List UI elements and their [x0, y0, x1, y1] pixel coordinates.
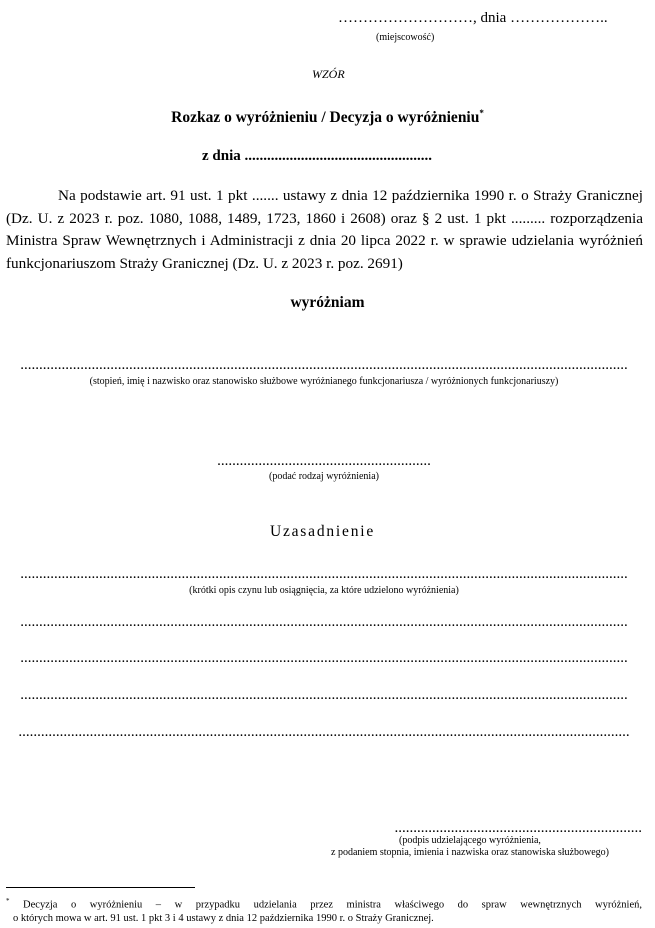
footnote-separator [6, 887, 195, 888]
footnote-line-1-text: Decyzja o wyróżnieniu – w przypadku udzielania przez ministra właściwego do spraw wewnętrznych wyróżnień, [23, 899, 642, 911]
place-caption: (miejscowość) [376, 32, 435, 43]
signature-field[interactable]: .................................................................. [394, 820, 642, 836]
decision-date-line: z dnia .................................................. [202, 148, 433, 164]
recipient-field[interactable]: .................................................................................................................................................................. [20, 357, 628, 373]
legal-basis-text: Na podstawie art. 91 ust. 1 pkt ....... ustawy z dnia 12 października 1990 r. o Straży Granicznej (Dz. U. z 2023 r. poz. 1080, 1088, 1489, 1723, 1860 i 2608) oraz § 2 ust. 1 pkt ......... rozporządzenia Ministra Spraw Wewnętrznych i Administracji z dnia 20 lipca 2022 r. w sprawie udzielania wyróżnień funkcjonariuszom Straży Granicznej (Dz. U. z 2023 r. poz. 2691) [6, 187, 643, 272]
page-title [0, 108, 655, 127]
place-date-line: ………………………, dnia ……………….. [338, 10, 608, 26]
legal-basis-paragraph [6, 185, 643, 275]
template-label: WZÓR [312, 67, 345, 81]
signature-caption-line-2: z podaniem stopnia, imienia i nazwiska oraz stanowiska służbowego) [331, 847, 609, 858]
justification-heading: Uzasadnienie [269, 523, 376, 540]
title-text: Rozkaz o wyróżnieniu / Decyzja o wyróżnieniu [171, 109, 480, 127]
footnote [6, 895, 642, 925]
justification-caption: (krótki opis czynu lub osiągnięcia, za które udzielono wyróżnienia) [189, 585, 459, 596]
award-type-field[interactable]: ......................................................... [217, 453, 431, 469]
wyrozniam-heading: wyróżniam [290, 294, 365, 311]
footnote-mark: * [6, 897, 10, 905]
recipient-caption: (stopień, imię i nazwisko oraz stanowisko służbowe wyróżnianego funkcjonariusza / wyróżnionych funkcjonariuszy) [89, 376, 559, 387]
justification-line-3[interactable]: .................................................................................................................................................................. [20, 650, 628, 666]
title-footnote-mark: * [479, 108, 484, 118]
justification-line-5[interactable]: ................................................................................................................................................................... [18, 724, 630, 740]
justification-line-2[interactable]: .................................................................................................................................................................. [20, 614, 628, 630]
justification-line-4[interactable]: .................................................................................................................................................................. [20, 687, 628, 703]
signature-caption-line-1: (podpis udzielającego wyróżnienia, [399, 835, 541, 846]
justification-line-1[interactable]: .................................................................................................................................................................. [20, 566, 628, 582]
footnote-line-2: o których mowa w art. 91 ust. 1 pkt 3 i 4 ustawy z dnia 12 października 1990 r. o Straży Granicznej. [13, 912, 434, 924]
award-type-caption: (podać rodzaj wyróżnienia) [269, 471, 379, 482]
footnote-line-1 [6, 895, 642, 912]
